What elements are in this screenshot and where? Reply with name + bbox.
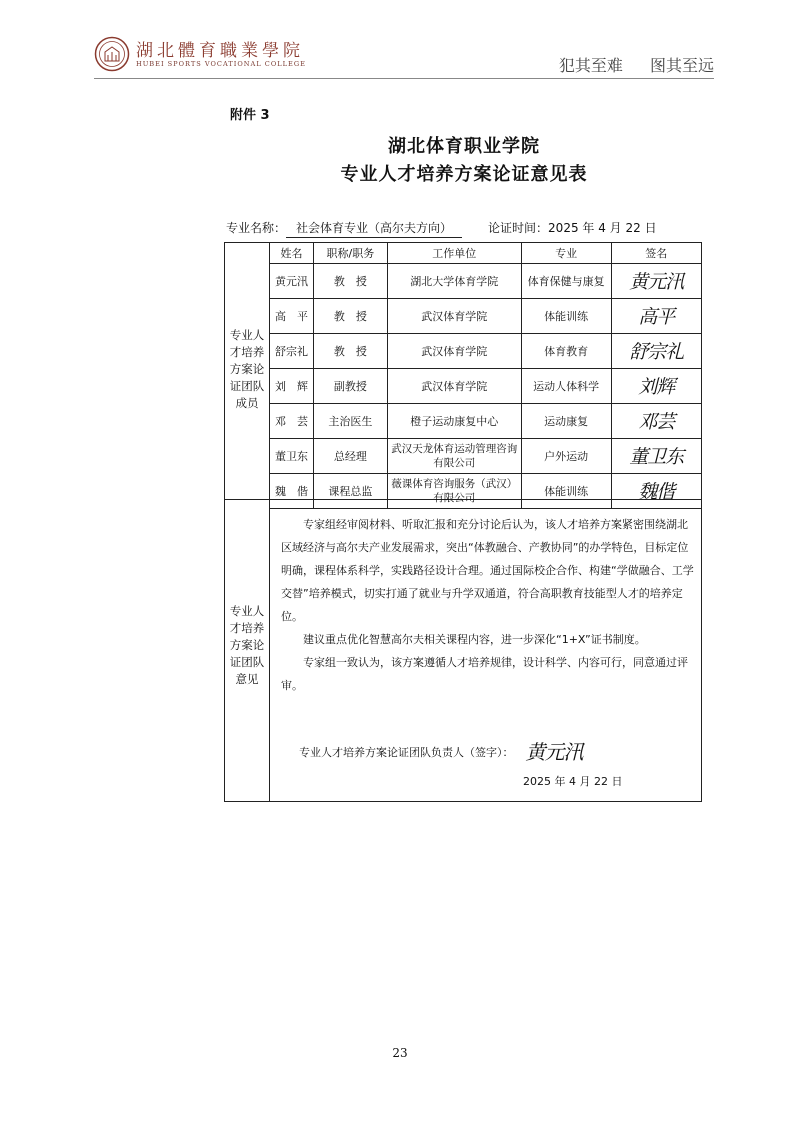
opinion-paragraph: 专家组一致认为，该方案遵循人才培养规律，设计科学、内容可行，同意通过评审。 xyxy=(281,656,688,692)
member-major: 体能训练 xyxy=(521,473,611,508)
member-major: 户外运动 xyxy=(521,438,611,473)
table-row xyxy=(270,298,702,333)
member-signature: 黄元汛 xyxy=(611,263,701,298)
document-subtitle: 专业人才培养方案论证意见表 xyxy=(340,164,588,185)
member-unit: 武汉天龙体育运动管理咨询有限公司 xyxy=(387,438,521,473)
member-name: 舒宗礼 xyxy=(270,333,314,368)
leader-signature: 黄元汛 xyxy=(525,740,583,764)
page-header xyxy=(94,36,714,82)
school-motto xyxy=(537,53,714,76)
table-row xyxy=(270,403,702,438)
attachment-label: 附件 3 xyxy=(230,108,270,123)
opinion-paragraph: 建议重点优化智慧高尔夫相关课程内容，进一步深化“1+X”证书制度。 xyxy=(303,633,646,646)
member-signature: 魏偕 xyxy=(611,473,701,508)
table-header-row xyxy=(270,243,702,263)
table-row xyxy=(270,333,702,368)
member-name: 邓 芸 xyxy=(270,403,314,438)
school-name: 湖北體育職業學院 xyxy=(136,41,304,61)
review-opinion-text xyxy=(281,513,695,697)
member-signature: 刘辉 xyxy=(611,368,701,403)
member-name: 董卫东 xyxy=(270,438,314,473)
member-signature: 董卫东 xyxy=(611,438,701,473)
date-label: 论证时间： xyxy=(488,221,549,235)
header-divider xyxy=(94,78,714,79)
member-major: 体育保健与康复 xyxy=(521,263,611,298)
member-signature: 邓芸 xyxy=(611,403,701,438)
team-members-table xyxy=(269,243,701,509)
member-title: 副教授 xyxy=(313,368,387,403)
date-value: 2025 年 4 月 22 日 xyxy=(548,221,657,235)
table-row xyxy=(270,263,702,298)
form-meta-line xyxy=(226,219,706,238)
member-unit: 武汉体育学院 xyxy=(387,368,521,403)
member-title: 教 授 xyxy=(313,298,387,333)
member-unit: 薇课体育咨询服务（武汉）有限公司 xyxy=(387,473,521,508)
member-signature: 高平 xyxy=(611,298,701,333)
member-title: 课程总监 xyxy=(313,473,387,508)
header-title: 职称/职务 xyxy=(313,243,387,263)
member-major: 运动人体科学 xyxy=(521,368,611,403)
leader-signature-line xyxy=(299,733,583,762)
member-name: 刘 辉 xyxy=(270,368,314,403)
header-signature: 签名 xyxy=(611,243,701,263)
member-title: 教 授 xyxy=(313,333,387,368)
school-name-english: HUBEI SPORTS VOCATIONAL COLLEGE xyxy=(136,60,306,68)
member-title: 总经理 xyxy=(313,438,387,473)
motto-part-2: 图其至远 xyxy=(649,56,714,75)
signature-label: 专业人才培养方案论证团队负责人（签字）： xyxy=(299,746,514,759)
member-signature: 舒宗礼 xyxy=(611,333,701,368)
member-unit: 武汉体育学院 xyxy=(387,298,521,333)
page-number: 23 xyxy=(392,1046,408,1060)
college-seal-icon xyxy=(94,36,130,72)
member-title: 教 授 xyxy=(313,263,387,298)
major-label: 专业名称： xyxy=(226,221,287,235)
table-row xyxy=(270,438,702,473)
member-name: 高 平 xyxy=(270,298,314,333)
review-form-table xyxy=(224,242,702,802)
team-side-label: 专业人 才培养 方案论 证团队 成员 xyxy=(229,328,265,410)
member-title: 主治医生 xyxy=(313,403,387,438)
header-name: 姓名 xyxy=(270,243,314,263)
header-unit: 工作单位 xyxy=(387,243,521,263)
document-title: 湖北体育职业学院 xyxy=(388,136,540,157)
motto-part-1: 犯其至难 xyxy=(558,56,623,75)
member-unit: 湖北大学体育学院 xyxy=(387,263,521,298)
member-name: 魏 偕 xyxy=(270,473,314,508)
opinion-side-label: 专业人 才培养 方案论 证团队 意见 xyxy=(229,604,265,686)
member-major: 体育教育 xyxy=(521,333,611,368)
member-major: 体能训练 xyxy=(521,298,611,333)
opinion-paragraph: 专家组经审阅材料、听取汇报和充分讨论后认为，该人才培养方案紧密围绕湖北区域经济与高尔夫产业发展需求，突出“体教融合、产教协同”的办学特色，目标定位明确，课程体系科学，实践路径设计合理。通过国际校企合作、构建“学做融合、工学交替”培养模式，切实打通了就业与升学双通道，符合高职教育技能型人才的培养定位。 xyxy=(281,518,694,623)
member-name: 黄元汛 xyxy=(270,263,314,298)
member-unit: 橙子运动康复中心 xyxy=(387,403,521,438)
member-unit: 武汉体育学院 xyxy=(387,333,521,368)
header-major: 专业 xyxy=(521,243,611,263)
table-row xyxy=(270,368,702,403)
major-value: 社会体育专业（高尔夫方向） xyxy=(286,219,462,238)
opinion-date: 2025 年 4 月 22 日 xyxy=(523,775,623,788)
table-row xyxy=(270,473,702,508)
member-major: 运动康复 xyxy=(521,403,611,438)
scanned-form-sheet xyxy=(212,96,716,814)
